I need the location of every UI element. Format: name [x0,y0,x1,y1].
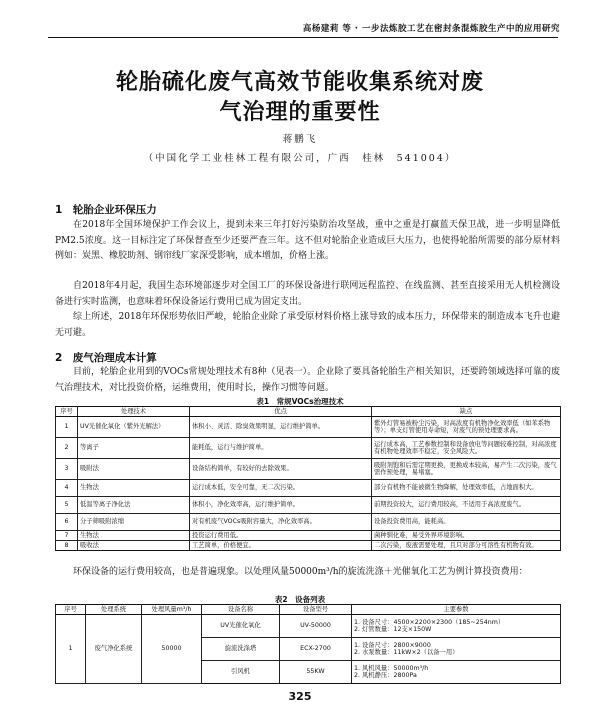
table-2-header-row [56,605,561,615]
table-row [56,531,561,541]
equipment-name: 引风机 [202,661,280,684]
title-line-2: 气治理的重要性 [219,100,381,125]
table-2-header: 设备名称 [202,605,280,615]
row-tech: 生物法 [78,480,190,497]
section-2-paragraph-1: 目前，轮胎企业用到的VOCs常规处理技术有8种（见表一）。企业除了要具备轮胎生产相关知识，还要跨领域选择可靠的废气治理技术，对比投资价格，运维费用，使用时长，操作习惯等问题。 [55,367,560,393]
equipment-model: UV-50000 [280,615,352,638]
row-cons: 运行成本高，工艺参数控制和设备放电等问题较难控制，对高浓度有机物处理效率不稳定，安全风险大。 [372,438,561,459]
table-row [56,459,561,480]
row-no: 7 [56,531,78,541]
header-rule [48,37,558,38]
table-2-header: 序号 [56,605,86,615]
section-1-paragraph-3: 综上所述，2018年环保形势依旧严峻，轮胎企业除了承受原材料价格上涨导致的成本压力，环保带来的制造成本飞升也避无可避。 [55,312,560,338]
section-2-heading: 2 废气治理成本计算 [55,352,157,364]
row-no: 8 [56,541,78,551]
equipment-model: ECX-2700 [280,638,352,661]
equipment-model: 55KW [280,661,352,684]
row-no: 5 [56,497,78,514]
equipment-params: 1. 设备尺寸：4500×2200×2300（185~254nm） 2. 灯管数量：12支×150W [352,615,561,638]
author-affiliation: （中国化学工业桂林工程有限公司，广西 桂林 541004） [143,153,457,164]
system-name: 废气净化系统 [86,615,142,684]
equipment-params: 1. 风机风量：50000m³/h 2. 风机静压：2800Pa [352,661,561,684]
row-pros: 对有机废气VOCs吸附容量大，净化效率高。 [190,514,372,531]
table-2-caption: 表2 设备列表 [274,595,326,604]
row-pros: 运行成本低，安全可靠，无二次污染。 [190,480,372,497]
row-tech: UV光催化氧化（紫外光解法） [78,417,190,438]
table-1-header: 处理技术 [78,407,190,417]
row-no: 2 [56,438,78,459]
table-1-header: 缺点 [372,407,561,417]
row-no: 1 [56,417,78,438]
row-tech: 等离子 [78,438,190,459]
section-2-paragraph-2: 环保设备的运行费用较高，也是普遍现象。以处理风量50000m³/h的旋流洗涤＋光催氧化工艺为例计算投资费用： [73,567,528,577]
row-tech: 吸附法 [78,459,190,480]
row-cons: 二次污染，废液需要处理，且只对部分可溶性有机物有效。 [372,541,561,551]
row-cons: 菌种驯化难，易受外界环境影响。 [372,531,561,541]
row-cons: 部分有机物不能被微生物降解，处理效率低，占地面积大。 [372,480,561,497]
row-cons: 设备投资费用高，能耗高。 [372,514,561,531]
section-1-paragraph-2: 自2018年4月起，我国生态环境部逐步对全国工厂的环保设备进行联网远程监控、在线监测、甚至直接采用无人机检测设备进行实时监测，也意味着环保设备运行费用已成为固定支出。 [55,281,560,307]
table-1 [55,406,561,551]
equipment-params: 1. 设备尺寸：2800×9000 2. 水泵数量：11kW×2（以备一用） [352,638,561,661]
equipment-name: 旋流洗涤塔 [202,638,280,661]
table-1-header: 优点 [190,407,372,417]
author-name: 蒋鹏飞 [282,134,318,145]
page-number: 325 [288,690,312,702]
row-pros: 能耗低，运行与维护简单。 [190,438,372,459]
row-no: 4 [56,480,78,497]
row-tech: 吸收法 [78,541,190,551]
row-no: 6 [56,514,78,531]
row-cons: 前期投资较大，运行费用较高，不适用于高浓度废气。 [372,497,561,514]
row-pros: 投资运行费用低。 [190,531,372,541]
row-tech: 低温等离子净化法 [78,497,190,514]
title-line-1: 轮胎硫化废气高效节能收集系统对废 [115,70,484,95]
table-2-header: 处理风量m³/h [142,605,202,615]
row-pros: 工艺简单，价格便宜。 [190,541,372,551]
row-pros: 体积小、灵活、除臭效果明显，运行维护简单。 [190,417,372,438]
system-no: 1 [56,615,86,684]
table-2-header: 设备型号 [280,605,352,615]
table-1-caption: 表1 常规VOCs治理技术 [256,397,344,406]
row-no: 3 [56,459,78,480]
row-tech: 生物法 [78,531,190,541]
table-row [56,480,561,497]
table-row [56,438,561,459]
row-tech: 分子筛吸附浓缩 [78,514,190,531]
article-title [60,68,540,128]
row-cons: 紫外灯管易被粉尘污染，对高浓度有机物净化效率低（如苯系物等）；单支灯管使用寿命短，对废气的预处理要求高。 [372,417,561,438]
table-row [56,417,561,438]
running-header: 高杨建莉 等 · 一步法炼胶工艺在密封条混炼胶生产中的应用研究 [302,24,560,34]
table-row [56,615,561,638]
row-cons: 吸附剂饱和后需定期更换，更换成本较高，易产生二次污染，废气需作预处理，易堵塞。 [372,459,561,480]
row-pros: 设备结构简单，有较好的去除效果。 [190,459,372,480]
table-2-header: 处理系统 [86,605,142,615]
section-1-heading: 1 轮胎企业环保压力 [55,204,157,216]
table-1-header-row [56,407,561,417]
section-1-paragraph-1: 在2018年全国环境保护工作会议上，提到未来三年打好污染防治攻坚战，重中之重是打赢蓝天保卫战，进一步明显降低PM2.5浓度。这一目标注定了环保督查至少还要严查三年。这不但对轮胎企业造成巨大压力，也使得轮胎所需要的部分原材料例如：炭黑、橡胶助剂、钢帘线厂家深受影响，成本增加，价格上涨。 [55,220,560,261]
row-pros: 体积小，净化效率高，运行维护简单。 [190,497,372,514]
table-row [56,514,561,531]
table-2 [55,604,561,684]
table-1-header: 序号 [56,407,78,417]
table-row [56,541,561,551]
table-row [56,497,561,514]
system-airflow: 50000 [142,615,202,684]
table-2-header: 主要参数 [352,605,561,615]
equipment-name: UV光催化氧化 [202,615,280,638]
